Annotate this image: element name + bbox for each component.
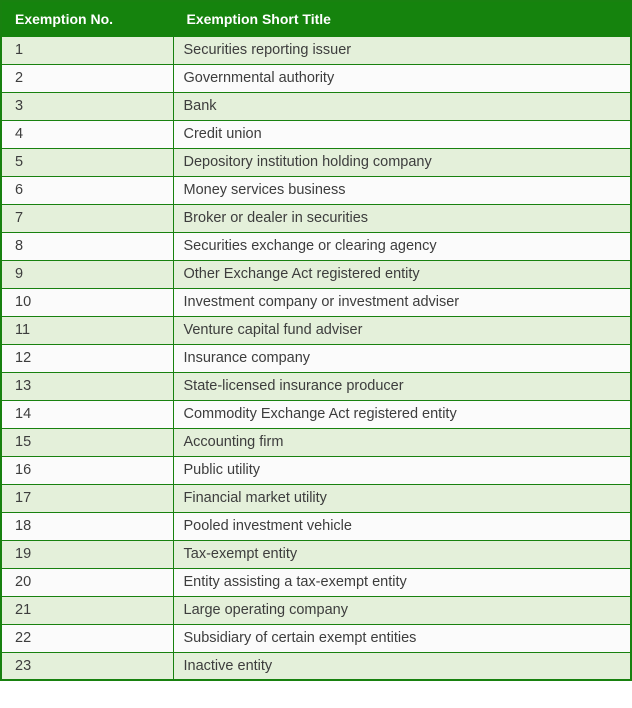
table-row <box>1 484 631 512</box>
exemption-title-cell: Venture capital fund adviser <box>173 316 631 344</box>
table-row <box>1 428 631 456</box>
table-row <box>1 36 631 64</box>
table-row <box>1 288 631 316</box>
table-header <box>1 1 631 36</box>
exemption-no-cell: 2 <box>1 64 173 92</box>
header-exemption-short-title: Exemption Short Title <box>173 1 631 36</box>
exemption-no-cell: 17 <box>1 484 173 512</box>
exemption-no-cell: 5 <box>1 148 173 176</box>
exemption-title-cell: Governmental authority <box>173 64 631 92</box>
header-exemption-no: Exemption No. <box>1 1 173 36</box>
exemption-title-cell: Tax-exempt entity <box>173 540 631 568</box>
table-row <box>1 624 631 652</box>
exemption-no-cell: 10 <box>1 288 173 316</box>
exemption-title-cell: Subsidiary of certain exempt entities <box>173 624 631 652</box>
exemption-no-cell: 11 <box>1 316 173 344</box>
table-row <box>1 540 631 568</box>
exemption-title-cell: Commodity Exchange Act registered entity <box>173 400 631 428</box>
table-row <box>1 148 631 176</box>
exemption-no-cell: 21 <box>1 596 173 624</box>
exemption-title-cell: State-licensed insurance producer <box>173 372 631 400</box>
exemption-no-cell: 22 <box>1 624 173 652</box>
exemption-title-cell: Large operating company <box>173 596 631 624</box>
exemption-no-cell: 19 <box>1 540 173 568</box>
table-row <box>1 596 631 624</box>
exemption-no-cell: 20 <box>1 568 173 596</box>
exemption-title-cell: Bank <box>173 92 631 120</box>
table-row <box>1 176 631 204</box>
table-row <box>1 232 631 260</box>
table-row <box>1 204 631 232</box>
exemption-title-cell: Securities reporting issuer <box>173 36 631 64</box>
table-body <box>1 36 631 680</box>
exemption-no-cell: 12 <box>1 344 173 372</box>
exemption-title-cell: Public utility <box>173 456 631 484</box>
exemption-no-cell: 18 <box>1 512 173 540</box>
exemption-no-cell: 15 <box>1 428 173 456</box>
exemption-title-cell: Accounting firm <box>173 428 631 456</box>
table-row <box>1 568 631 596</box>
exemption-title-cell: Money services business <box>173 176 631 204</box>
exemption-title-cell: Investment company or investment adviser <box>173 288 631 316</box>
exemption-no-cell: 7 <box>1 204 173 232</box>
exemption-no-cell: 16 <box>1 456 173 484</box>
table-row <box>1 92 631 120</box>
exemption-title-cell: Securities exchange or clearing agency <box>173 232 631 260</box>
table-row <box>1 260 631 288</box>
exemption-no-cell: 3 <box>1 92 173 120</box>
exemption-title-cell: Entity assisting a tax-exempt entity <box>173 568 631 596</box>
exemption-no-cell: 1 <box>1 36 173 64</box>
table-row <box>1 372 631 400</box>
exemption-title-cell: Broker or dealer in securities <box>173 204 631 232</box>
exemption-title-cell: Insurance company <box>173 344 631 372</box>
table-row <box>1 512 631 540</box>
exemption-no-cell: 9 <box>1 260 173 288</box>
exemption-no-cell: 4 <box>1 120 173 148</box>
exemption-title-cell: Inactive entity <box>173 652 631 680</box>
table-row <box>1 120 631 148</box>
header-row <box>1 1 631 36</box>
exemption-no-cell: 8 <box>1 232 173 260</box>
table-row <box>1 400 631 428</box>
table-row <box>1 652 631 680</box>
exemption-no-cell: 23 <box>1 652 173 680</box>
table-row <box>1 64 631 92</box>
table-row <box>1 456 631 484</box>
exemption-no-cell: 13 <box>1 372 173 400</box>
exemption-no-cell: 14 <box>1 400 173 428</box>
exemption-title-cell: Other Exchange Act registered entity <box>173 260 631 288</box>
exemption-title-cell: Pooled investment vehicle <box>173 512 631 540</box>
table-row <box>1 344 631 372</box>
exemption-title-cell: Credit union <box>173 120 631 148</box>
table-row <box>1 316 631 344</box>
exemption-no-cell: 6 <box>1 176 173 204</box>
exemption-title-cell: Financial market utility <box>173 484 631 512</box>
exemption-title-cell: Depository institution holding company <box>173 148 631 176</box>
